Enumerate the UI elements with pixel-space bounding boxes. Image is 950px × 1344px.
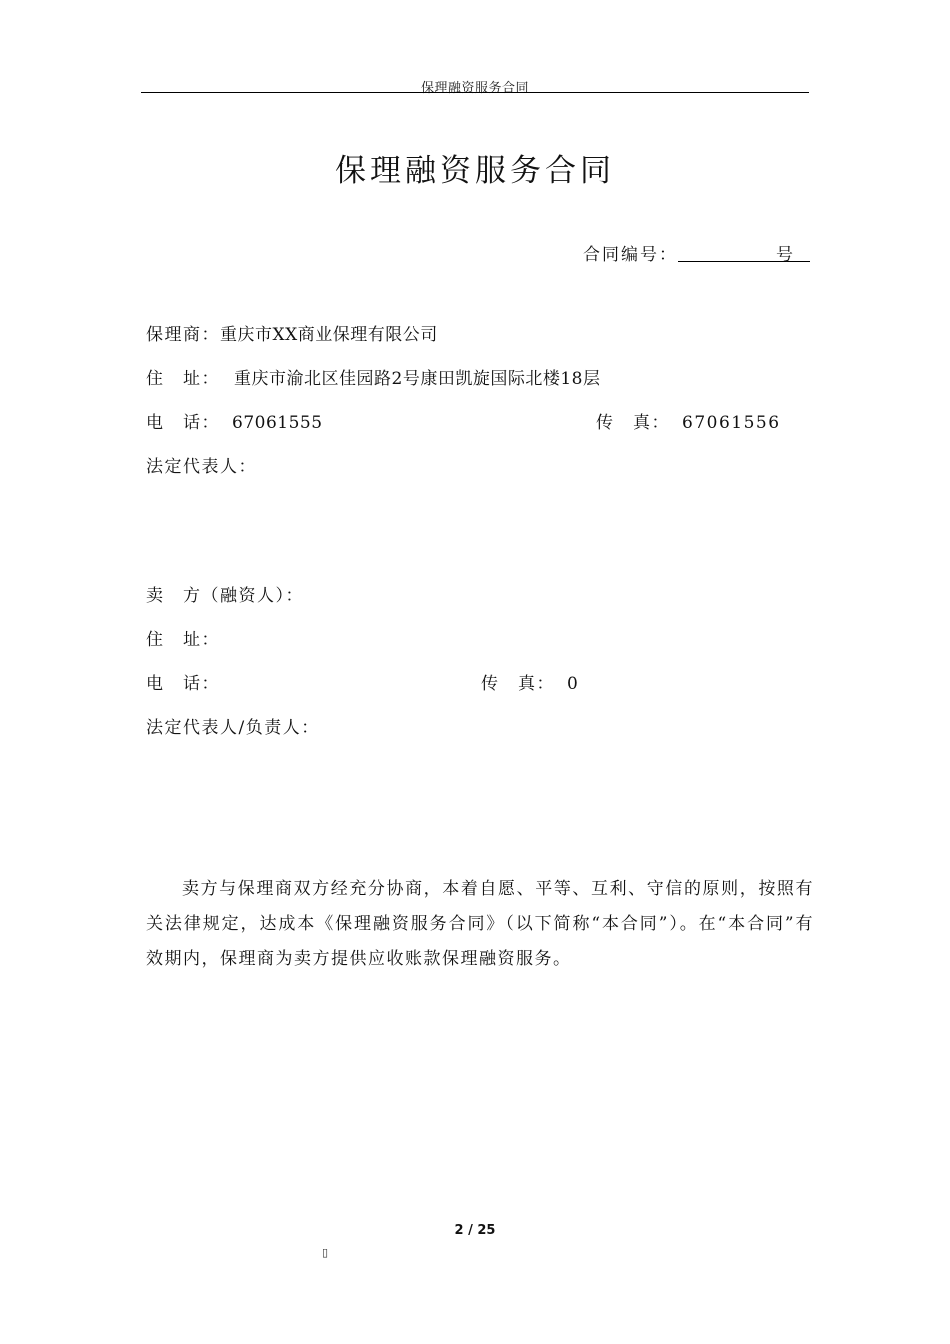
factor-phone-label: 电 话： — [146, 413, 220, 433]
footer-placeholder-glyph: ▯ — [322, 1246, 329, 1259]
seller-fax-label: 传 真： — [481, 674, 555, 694]
seller-rep-line — [146, 713, 320, 738]
seller-fax-line — [481, 669, 579, 694]
factor-address-line — [146, 364, 600, 389]
contract-number-label: 合同编号： — [583, 245, 678, 265]
factor-phone-value: 67061555 — [232, 413, 323, 433]
intro-paragraph: 卖方与保理商双方经充分协商，本着自愿、平等、互利、守信的原则，按照有关法律规定，达成本《保理融资服务合同》（以下简称“本合同”）。在“本合同”有效期内，保理商为卖方提供应收账款保理融资服务。 — [146, 879, 814, 969]
factor-address-label: 住 址： — [146, 369, 220, 389]
seller-rep-label: 法定代表人/负责人： — [146, 718, 320, 738]
factor-fax-line — [596, 408, 781, 433]
factor-fax-value: 67061556 — [682, 413, 781, 433]
seller-name-label: 卖 方（融资人）： — [146, 586, 304, 606]
seller-name-line — [146, 581, 304, 606]
factor-rep-line — [146, 452, 257, 477]
contract-number-field — [583, 240, 795, 265]
seller-phone-line — [146, 669, 220, 694]
factor-name-line — [146, 320, 438, 345]
factor-name-value: 重庆市XX商业保理有限公司 — [220, 325, 438, 345]
seller-phone-label: 电 话： — [146, 674, 220, 694]
factor-rep-label: 法定代表人： — [146, 457, 257, 477]
running-header: 保理融资服务合同 — [420, 81, 529, 96]
document-title: 保理融资服务合同 — [335, 153, 615, 189]
seller-fax-value: 0 — [567, 674, 580, 694]
factor-fax-label: 传 真： — [596, 413, 670, 433]
page-indicator: 2 / 25 — [454, 1223, 496, 1238]
factor-address-value: 重庆市渝北区佳园路2号康田凯旋国际北楼18层 — [234, 369, 601, 389]
contract-number-suffix: 号 — [776, 245, 795, 265]
factor-phone-line — [146, 408, 323, 433]
header-divider — [141, 92, 809, 93]
factor-name-label: 保理商： — [146, 325, 220, 345]
seller-address-label: 住 址： — [146, 630, 220, 650]
seller-address-line — [146, 625, 220, 650]
